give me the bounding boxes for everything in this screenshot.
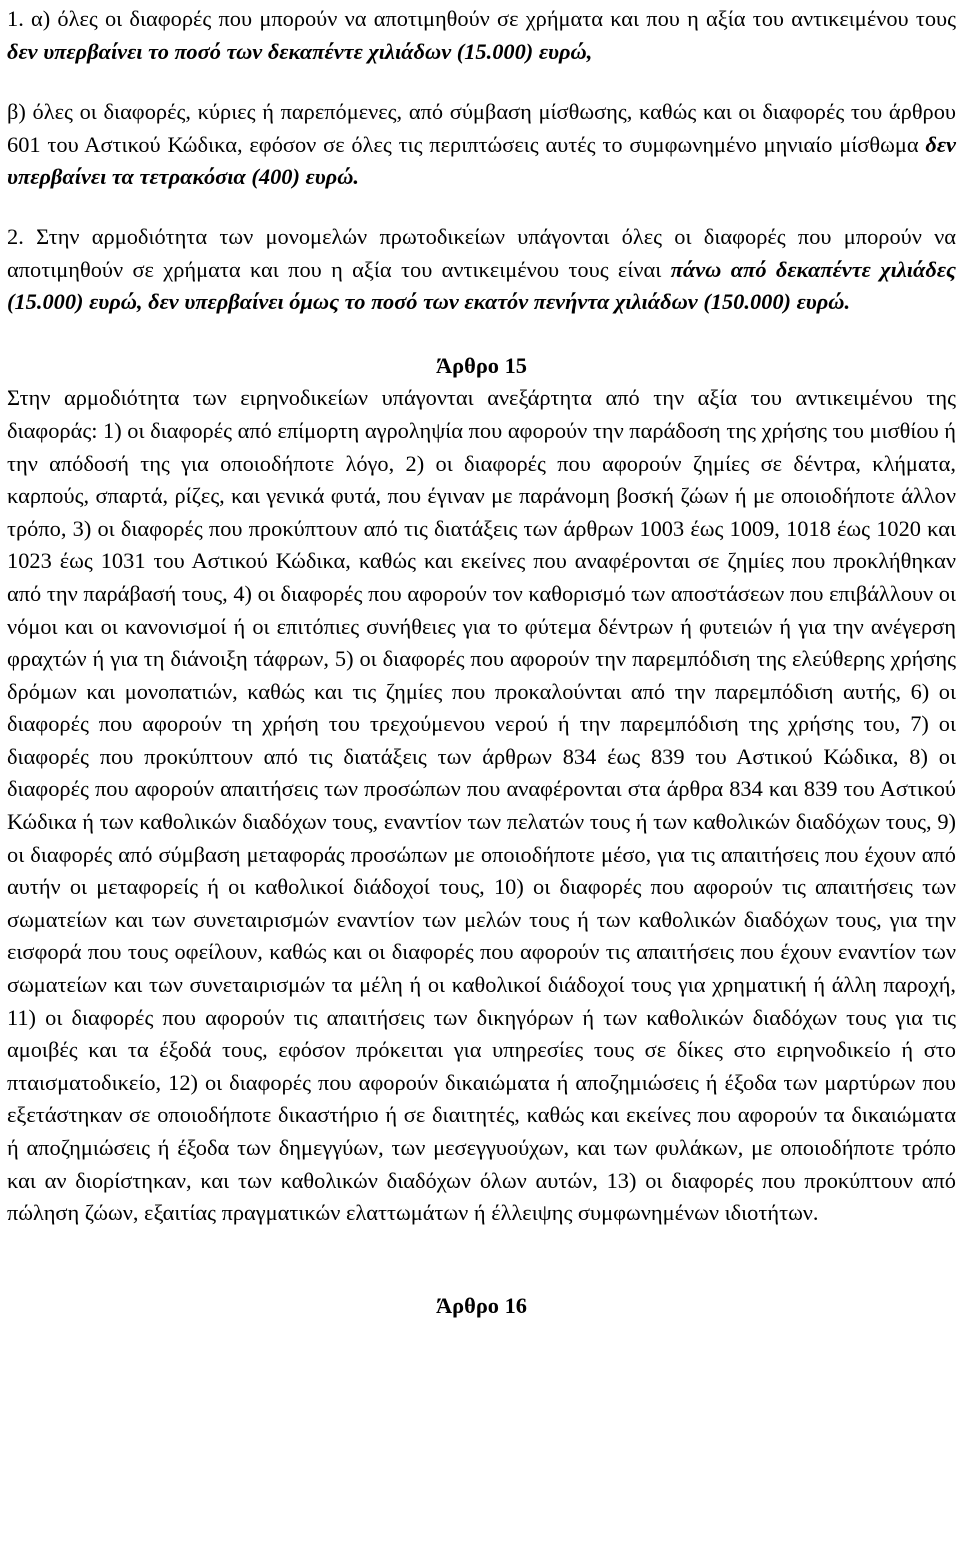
item-1a-text: 1. α) όλες οι διαφορές που μπορούν να αποτιμηθούν σε χρήματα και που η αξία του αντικειμένου τους xyxy=(7,6,956,31)
item-2-paragraph xyxy=(7,221,956,319)
document-page xyxy=(7,0,956,1322)
article-15-title: Άρθρο 15 xyxy=(435,352,527,378)
item-1a-paragraph xyxy=(7,3,956,68)
item-1a-emphasis: δεν υπερβαίνει το ποσό των δεκαπέντε χιλιάδων (15.000) ευρώ, xyxy=(7,38,593,64)
item-1b-paragraph xyxy=(7,96,956,194)
item-1b-emphasis: δεν υπερβαίνει τα τετρακόσια (400) ευρώ. xyxy=(7,131,956,190)
item-2-text: 2. Στην αρμοδιότητα των μονομελών πρωτοδικείων υπάγονται όλες οι διαφορές που μπορούν να αποτιμηθούν σε χρήματα και που η αξία του αντικειμένου τους είναι xyxy=(7,223,956,282)
article-16-title: Άρθρο 16 xyxy=(435,1292,527,1318)
article-15-body: Στην αρμοδιότητα των ειρηνοδικείων υπάγονται ανεξάρτητα από την αξία του αντικειμένου της διαφοράς: 1) οι διαφορές από επίμορτη αγροληψία που αφορούν την παράδοση της χρήσης του μισθίου ή την απόδοσή της για οποιοδήποτε λόγο, 2) οι διαφορές που αφορούν ζημίες σε δέντρα, κλήματα, καρπούς, σπαρτά, ρίζες, και γενικά φυτά, που έγιναν με παράνομη βοσκή ζώων ή με οποιοδήποτε άλλον τρόπο, 3) οι διαφορές που προκύπτουν από τις διατάξεις των άρθρων 1003 έως 1009, 1018 έως 1020 και 1023 έως 1031 του Αστικού Κώδικα, καθώς και εκείνες που αναφέρονται σε ζημίες που προκλήθηκαν από την παράβασή τους, 4) οι διαφορές που αφορούν τον καθορισμό των αποστάσεων που επιβάλλουν οι νόμοι και οι κανονισμοί ή οι επιτόπιες συνήθειες για το φύτεμα δέντρων ή φυτειών ή για την ανέγερση φραχτών ή για τη διάνοιξη τάφρων, 5) οι διαφορές που αφορούν την παρεμπόδιση της ελεύθερης χρήσης δρόμων και μονοπατιών, καθώς και τις ζημίες που προκαλούνται από την παρεμπόδιση αυτής, 6) οι διαφορές που αφορούν τη χρήση του τρεχούμενου νερού ή την παρεμπόδιση της χρήσης του, 7) οι διαφορές που προκύπτουν από τις διατάξεις των άρθρων 834 έως 839 του Αστικού Κώδικα, 8) οι διαφορές που αφορούν απαιτήσεις των προσώπων που αναφέρονται στα άρθρα 834 και 839 του Αστικού Κώδικα ή των καθολικών διαδόχων τους, εναντίον των πελατών τους ή των καθολικών διαδόχων τους, 9) οι διαφορές από σύμβαση μεταφοράς προσώπων με οποιοδήποτε μέσο, για τις απαιτήσεις που έχουν από αυτήν οι μεταφορείς ή οι καθολικοί διάδοχοί τους, 10) οι διαφορές που αφορούν τις απαιτήσεις των σωματείων και των συνεταιρισμών εναντίον των μελών τους ή των καθολικών διαδόχων τους, για την εισφορά που τους οφείλουν, καθώς και οι διαφορές που αφορούν τις απαιτήσεις που έχουν εναντίον των σωματείων και των συνεταιρισμών τα μέλη ή οι καθολικοί διάδοχοί τους για χρηματική ή άλλη παροχή, 11) οι διαφορές που αφορούν τις απαιτήσεις των δικηγόρων ή των καθολικών διαδόχων τους για τις αμοιβές και τα έξοδά τους, εφόσον πρόκειται για υπηρεσίες τους σε δίκες στο ειρηνοδικείο ή στο πταισματοδικείο, 12) οι διαφορές που αφορούν δικαιώματα ή αποζημιώσεις ή έξοδα των μαρτύρων που εξετάστηκαν σε οποιοδήποτε δικαστήριο ή σε διαιτητές, καθώς και εκείνες που αφορούν τα δικαιώματα ή αποζημιώσεις ή έξοδα των δημεγγύων, των μεσεγγυούχων, και των φυλάκων, με οποιοδήποτε τρόπο και αν διορίστηκαν, και των καθολικών διαδόχων όλων αυτών, 13) οι διαφορές που προκύπτουν από πώληση ζώων, εξαιτίας πραγματικών ελαττωμάτων ή έλλειψης συμφωνημένων ιδιοτήτων. xyxy=(7,385,956,1226)
item-2-emphasis: πάνω από δεκαπέντε χιλιάδες (15.000) ευρώ, δεν υπερβαίνει όμως το ποσό των εκατόν πενήντα χιλιάδων (150.000) ευρώ. xyxy=(7,256,956,315)
item-1b-text: β) όλες οι διαφορές, κύριες ή παρεπόμενες, από σύμβαση μίσθωσης, καθώς και οι διαφορές του άρθρου 601 του Αστικού Κώδικα, εφόσον σε όλες τις περιπτώσεις αυτές το συμφωνημένο μηνιαίο μίσθωμα xyxy=(7,99,956,157)
